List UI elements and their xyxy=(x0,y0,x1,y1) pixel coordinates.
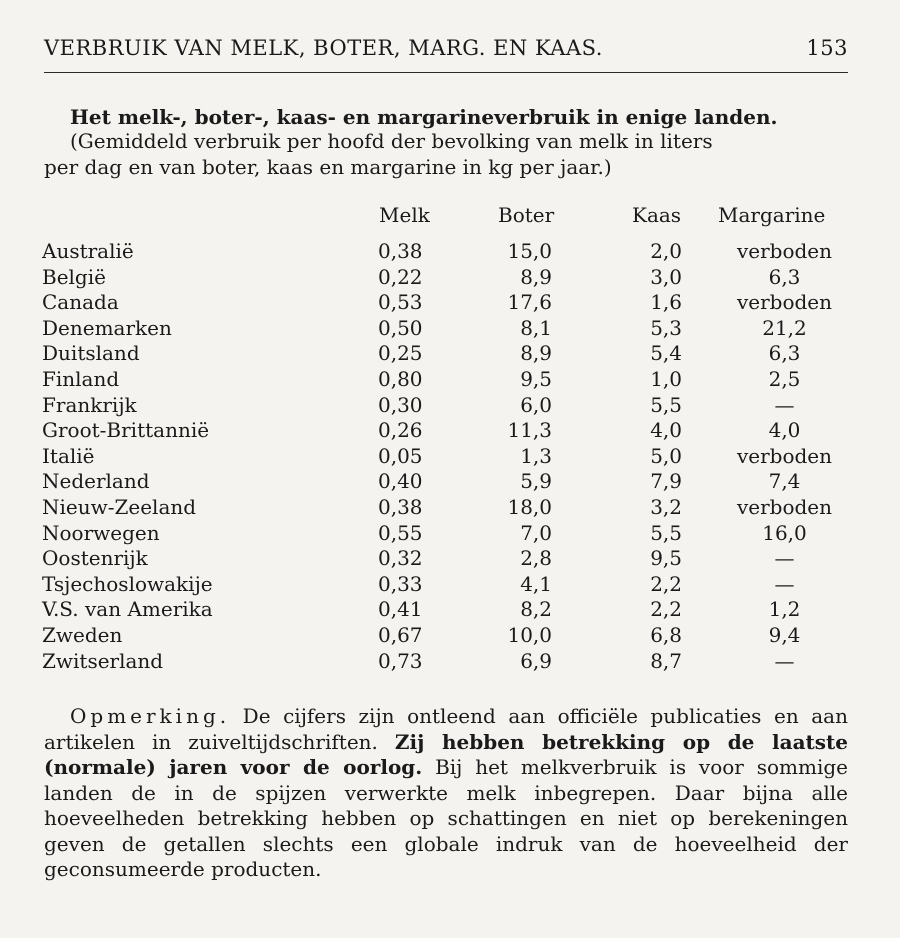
melk-cell: 0,38 xyxy=(378,239,423,263)
melk-cell: 0,50 xyxy=(378,315,423,340)
description-line-2: per dag en van boter, kaas en margarine in kg per jaar.) xyxy=(44,155,612,179)
table-row xyxy=(42,521,848,547)
boter-cell: 6,9 xyxy=(520,648,552,673)
margarine-cell: 9,4 xyxy=(768,622,801,647)
table-row xyxy=(42,469,848,495)
running-header xyxy=(44,36,848,60)
margarine-cell: — xyxy=(774,571,795,596)
kaas-cell: 9,5 xyxy=(650,546,682,571)
margarine-cell: — xyxy=(774,392,795,417)
margarine-cell: 6,3 xyxy=(768,341,801,366)
melk-cell: 0,26 xyxy=(378,418,423,443)
country-cell: Zweden xyxy=(42,622,123,647)
kaas-cell: 5,3 xyxy=(650,315,682,340)
table-row xyxy=(42,367,848,393)
boter-cell: 8,2 xyxy=(520,597,552,622)
boter-cell: 9,5 xyxy=(520,366,552,391)
remark-text-1: De cijfers zijn ontleend aan officiële publicaties en aan artikelen in zuiveltijdschriften. xyxy=(44,704,848,754)
column-header-margarine: Margarine xyxy=(718,203,826,227)
table-row xyxy=(42,239,848,265)
margarine-cell: — xyxy=(774,648,795,673)
melk-cell: 0,53 xyxy=(378,290,423,315)
melk-cell: 0,67 xyxy=(378,622,423,647)
margarine-cell: 4,0 xyxy=(768,418,801,443)
kaas-cell: 1,6 xyxy=(650,290,682,315)
table-row xyxy=(42,649,848,675)
kaas-cell: 2,2 xyxy=(650,571,682,596)
melk-cell: 0,80 xyxy=(378,366,423,391)
table-body xyxy=(42,239,848,674)
melk-cell: 0,33 xyxy=(378,571,423,596)
table-row xyxy=(42,316,848,342)
margarine-cell: 21,2 xyxy=(762,315,807,340)
boter-cell: 7,0 xyxy=(520,520,552,545)
boter-cell: 8,9 xyxy=(520,341,552,366)
margarine-cell: verboden xyxy=(736,494,833,519)
kaas-cell: 2,2 xyxy=(650,597,682,622)
country-cell: Australië xyxy=(42,239,134,263)
country-cell: België xyxy=(42,264,106,289)
melk-cell: 0,32 xyxy=(378,546,423,571)
kaas-cell: 3,2 xyxy=(650,494,682,519)
kaas-cell: 8,7 xyxy=(650,648,682,673)
country-cell: Zwitserland xyxy=(42,648,164,673)
boter-cell: 10,0 xyxy=(507,622,552,647)
boter-cell: 11,3 xyxy=(507,418,552,443)
melk-cell: 0,40 xyxy=(378,469,423,494)
column-header-melk: Melk xyxy=(379,203,430,227)
remark-label: Opmerking. xyxy=(70,704,231,728)
country-cell: Nederland xyxy=(42,469,150,494)
country-cell: Canada xyxy=(42,290,119,315)
country-cell: Noorwegen xyxy=(42,520,160,545)
kaas-cell: 5,5 xyxy=(650,392,682,417)
margarine-cell: 1,2 xyxy=(768,597,801,622)
margarine-cell: 2,5 xyxy=(768,366,801,391)
boter-cell: 6,0 xyxy=(520,392,552,417)
country-cell: Frankrijk xyxy=(42,392,137,417)
country-cell: Finland xyxy=(42,366,120,391)
melk-cell: 0,55 xyxy=(378,520,423,545)
kaas-cell: 4,0 xyxy=(650,418,682,443)
table-header-row xyxy=(42,203,848,239)
table-row xyxy=(42,290,848,316)
boter-cell: 17,6 xyxy=(507,290,552,315)
table-row xyxy=(42,597,848,623)
kaas-cell: 1,0 xyxy=(650,366,682,391)
melk-cell: 0,41 xyxy=(378,597,423,622)
melk-cell: 0,05 xyxy=(378,443,423,468)
table-title: Het melk-, boter-, kaas- en margarineverbruik in enige landen. xyxy=(70,105,778,129)
table-row xyxy=(42,444,848,470)
margarine-cell: verboden xyxy=(736,443,833,468)
description-line-1: (Gemiddeld verbruik per hoofd der bevolking van melk in liters xyxy=(70,129,713,153)
margarine-cell: verboden xyxy=(736,239,833,263)
boter-cell: 5,9 xyxy=(520,469,552,494)
table-row xyxy=(42,393,848,419)
country-cell: Italië xyxy=(42,443,95,468)
boter-cell: 15,0 xyxy=(507,239,552,263)
boter-cell: 1,3 xyxy=(520,443,552,468)
page-number: 153 xyxy=(806,36,848,60)
boter-cell: 8,1 xyxy=(520,315,552,340)
table-row xyxy=(42,572,848,598)
column-header-boter: Boter xyxy=(498,203,555,227)
margarine-cell: verboden xyxy=(736,290,833,315)
consumption-table xyxy=(42,203,848,674)
margarine-cell: 16,0 xyxy=(762,520,807,545)
margarine-cell: — xyxy=(774,546,795,571)
country-cell: Duitsland xyxy=(42,341,140,366)
remark-text-bold: Zij hebben betrekking op de laatste (normale) jaren voor de oorlog. xyxy=(44,729,848,779)
melk-cell: 0,73 xyxy=(378,648,423,673)
table-row xyxy=(42,546,848,572)
kaas-cell: 7,9 xyxy=(650,469,682,494)
table-row xyxy=(42,341,848,367)
kaas-cell: 3,0 xyxy=(650,264,682,289)
kaas-cell: 5,4 xyxy=(650,341,682,366)
table-row xyxy=(42,495,848,521)
country-cell: V.S. van Amerika xyxy=(42,597,213,622)
kaas-cell: 2,0 xyxy=(650,239,682,263)
remark-text-2: Bij het melkverbruik is voor sommige landen de in de spijzen verwerkte melk inbegrepen. Daar bijna alle hoeveelheden betrekking hebben op schattingen en niet op berekeningen geven de getallen slechts een globale indruk van de hoeveelheid der geconsumeerde producten. xyxy=(44,755,848,881)
boter-cell: 18,0 xyxy=(507,494,552,519)
melk-cell: 0,38 xyxy=(378,494,423,519)
running-title: VERBRUIK VAN MELK, BOTER, MARG. EN KAAS. xyxy=(44,36,603,60)
boter-cell: 4,1 xyxy=(520,571,552,596)
country-cell: Tsjechoslowakije xyxy=(42,571,213,596)
boter-cell: 2,8 xyxy=(520,546,552,571)
column-header-kaas: Kaas xyxy=(632,203,682,227)
country-cell: Nieuw-Zeeland xyxy=(42,494,197,519)
melk-cell: 0,22 xyxy=(378,264,423,289)
country-cell: Groot-Brittannië xyxy=(42,418,210,443)
table-row xyxy=(42,623,848,649)
header-rule xyxy=(44,72,848,73)
boter-cell: 8,9 xyxy=(520,264,552,289)
margarine-cell: 6,3 xyxy=(768,264,801,289)
melk-cell: 0,25 xyxy=(378,341,423,366)
table-description xyxy=(44,128,848,180)
kaas-cell: 5,5 xyxy=(650,520,682,545)
table-row xyxy=(42,265,848,291)
kaas-cell: 6,8 xyxy=(650,622,682,647)
table-row xyxy=(42,418,848,444)
country-cell: Oostenrijk xyxy=(42,546,148,571)
margarine-cell: 7,4 xyxy=(768,469,801,494)
kaas-cell: 5,0 xyxy=(650,443,682,468)
remark-paragraph xyxy=(44,704,848,883)
country-cell: Denemarken xyxy=(42,315,172,340)
melk-cell: 0,30 xyxy=(378,392,423,417)
